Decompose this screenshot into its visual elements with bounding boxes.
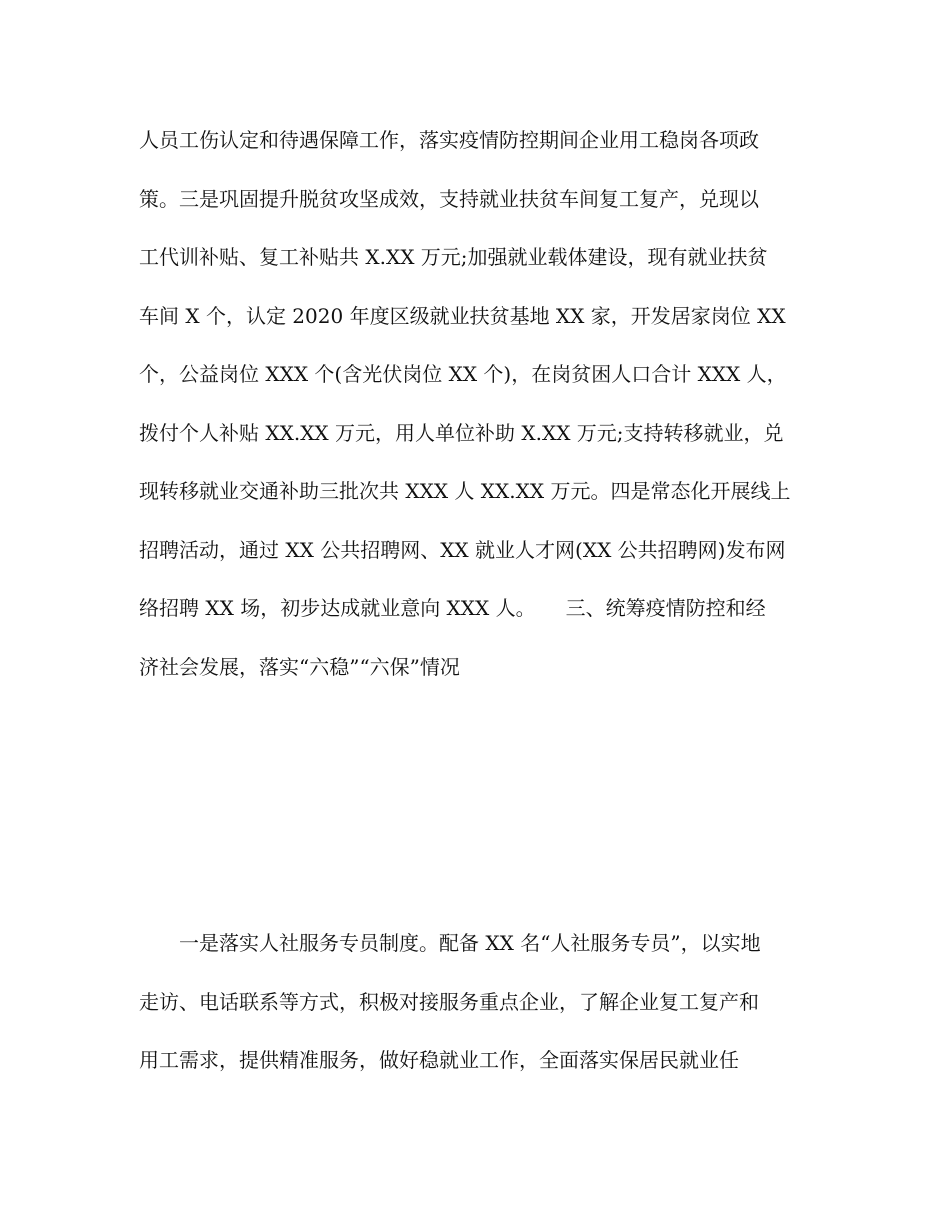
text-line: 走访、电话联系等方式，积极对接服务重点企业，了解企业复工复产和	[139, 989, 759, 1014]
text-line: 用工需求，提供精准服务，做好稳就业工作，全面落实保居民就业任	[139, 1048, 739, 1072]
text-line: 招聘活动，通过 XX 公共招聘网、XX 就业人才网(XX 公共招聘网)发布网	[139, 537, 786, 562]
text-line: 人员工伤认定和待遇保障工作，落实疫情防控期间企业用工稳岗各项政	[139, 128, 759, 152]
text-line: 车间 X 个，认定 2020 年度区级就业扶贫基地 XX 家，开发居家岗位 XX	[139, 303, 786, 328]
text-line: 拨付个人补贴 XX.XX 万元，用人单位补助 X.XX 万元;支持转移就业，兑	[139, 420, 784, 445]
text-line: 个，公益岗位 XXX 个(含光伏岗位 XX 个)，在岗贫困人口合计 XXX 人，	[139, 362, 787, 386]
text-line: 策。三是巩固提升脱贫攻坚成效，支持就业扶贫车间复工复产，兑现以	[139, 186, 759, 211]
text-line: 一是落实人社服务专员制度。配备 XX 名“人社服务专员”，以实地	[139, 931, 761, 955]
text-line: 络招聘 XX 场，初步达成就业意向 XXX 人。 三、统筹疫情防控和经	[139, 596, 766, 620]
text-line: 工代训补贴、复工补贴共 X.XX 万元;加强就业载体建设，现有就业扶贫	[139, 245, 768, 269]
text-line: 现转移就业交通补助三批次共 XXX 人 XX.XX 万元。四是常态化开展线上	[139, 479, 791, 503]
text-line: 济社会发展，落实“六稳”“六保”情况	[139, 654, 460, 679]
